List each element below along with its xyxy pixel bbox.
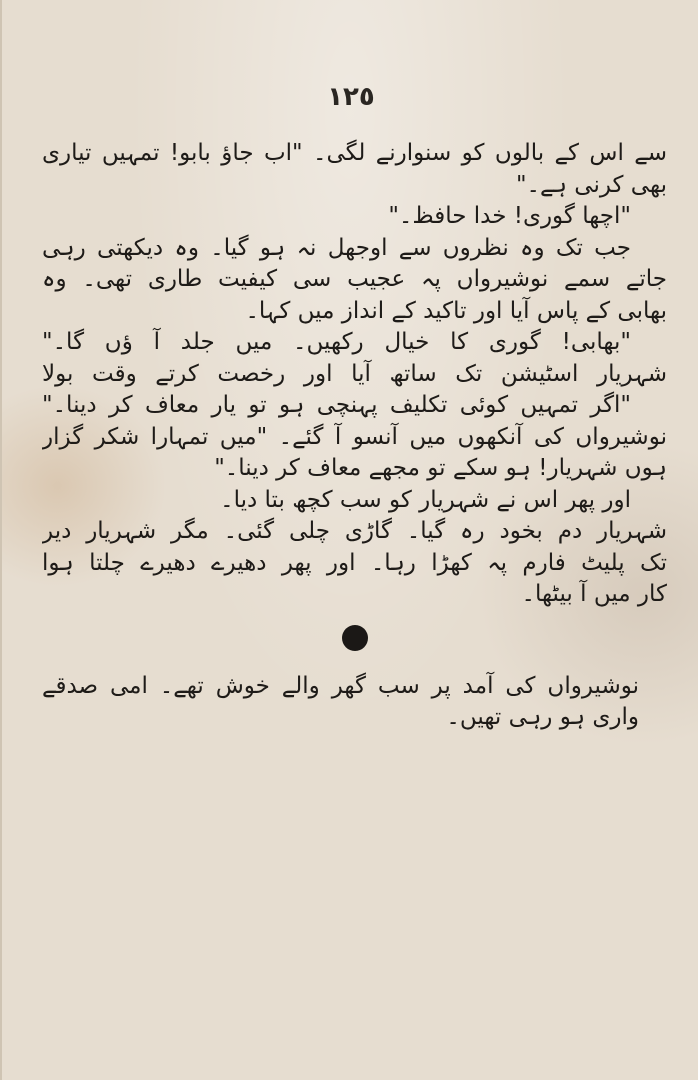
text-line: نوشیرواں کی آمد پر سب گھر والے خوش تھے۔ امی صدقے bbox=[42, 672, 639, 699]
text-line: تک پلیٹ فارم پہ کھڑا رہا۔ اور پھر دھیرے دھیرے چلتا ہوا bbox=[42, 549, 667, 576]
text-line: اور پھر اس نے شہریار کو سب کچھ بتا دیا۔ bbox=[220, 486, 631, 513]
text-line: واری ہو رہی تھیں۔ bbox=[446, 704, 639, 730]
text-line: نوشیرواں کی آنکھوں میں آنسو آ گئے۔ "میں تمہارا شکر گزار bbox=[42, 423, 667, 450]
section-break-dot bbox=[342, 625, 368, 651]
text-line: جب تک وہ نظروں سے اوجھل نہ ہو گیا۔ وہ دیکھتی رہی bbox=[42, 234, 631, 261]
text-line: جاتے سمے نوشیرواں پہ عجیب سی کیفیت طاری تھی۔ وہ bbox=[42, 266, 667, 292]
page-number: ١٢٥ bbox=[327, 82, 375, 112]
text-line: کار میں آ بیٹھا۔ bbox=[521, 581, 667, 607]
text-line: بھی کرنی ہے۔" bbox=[515, 171, 667, 198]
text-line: شہریار دم بخود رہ گیا۔ گاڑی چلی گئی۔ مگر شہریار دیر bbox=[42, 518, 667, 544]
text-line: بھابی کے پاس آیا اور تاکید کے انداز میں کہا۔ bbox=[245, 297, 667, 324]
text-line: "اچھا گوری! خدا حافظ۔" bbox=[388, 203, 631, 229]
text-line: شہریار اسٹیشن تک ساتھ آیا اور رخصت کرتے وقت بولا bbox=[42, 360, 667, 387]
text-line: سے اس کے بالوں کو سنوارنے لگی۔ "اب جاؤ بابو! تمہیں تیاری bbox=[42, 140, 667, 166]
text-line: "بھابی! گوری کا خیال رکھیں۔ میں جلد آ ؤں گا۔" bbox=[42, 329, 631, 355]
page-text bbox=[42, 138, 667, 734]
text-line: "اگر تمہیں کوئی تکلیف پہنچی ہو تو یار معاف کر دینا۔" bbox=[42, 392, 631, 418]
text-line: ہوں شہریار! ہو سکے تو مجھے معاف کر دینا۔" bbox=[214, 455, 667, 481]
